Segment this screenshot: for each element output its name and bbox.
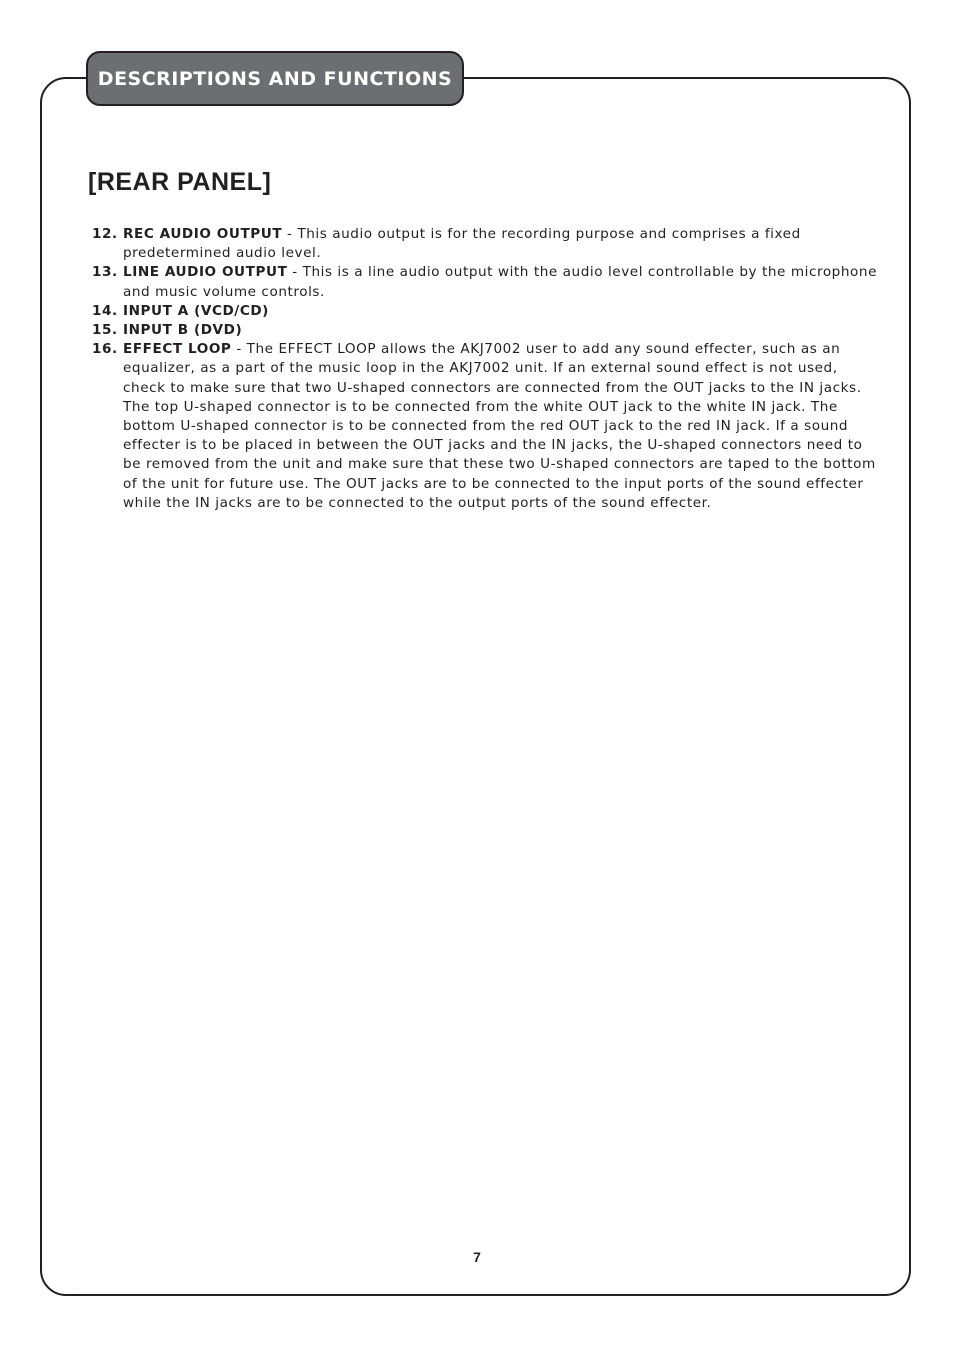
list-item: [92, 340, 882, 513]
item-description: - The EFFECT LOOP allows the AKJ7002 user to add any sound effecter, such as an equalizer, as a part of the music loop in the AKJ7002 unit. If an external sound effect is not used, check to make sure that two U-shaped connectors are connected from the OUT jacks to the IN jacks. The top U-shaped connector is to be connected from the white OUT jack to the white IN jack. The bottom U-shaped connector is to be connected from the red OUT jack to the red IN jack. If a sound effecter is to be placed in between the OUT jacks and the IN jacks, the U-shaped connectors need to be removed from the unit and make sure that these two U-shaped connectors are taped to the bottom of the unit for future use. The OUT jacks are to be connected to the input ports of the sound effecter while the IN jacks are to be connected to the output ports of the sound effecter.: [123, 341, 876, 511]
page-number: 7: [473, 1249, 481, 1265]
item-label: 13. LINE AUDIO OUTPUT: [92, 264, 288, 281]
list-item: [92, 321, 882, 340]
page-heading: [REAR PANEL]: [88, 168, 272, 196]
item-label: 12. REC AUDIO OUTPUT: [92, 226, 283, 242]
item-label: 16. EFFECT LOOP: [92, 341, 232, 358]
list-item: [92, 263, 882, 301]
section-tab: [86, 51, 464, 106]
item-label: 15. INPUT B (DVD): [92, 322, 243, 339]
list-item: [92, 302, 882, 321]
list-item: [92, 225, 882, 263]
section-title: DESCRIPTIONS AND FUNCTIONS: [97, 67, 453, 90]
item-description: - This is a line audio output with the audio level controllable by the microphone and music volume controls.: [123, 264, 877, 300]
item-label: 14. INPUT A (VCD/CD): [92, 302, 269, 319]
item-list: [92, 225, 882, 513]
item-description: - This audio output is for the recording purpose and comprises a fixed predetermined audio level.: [123, 226, 801, 262]
